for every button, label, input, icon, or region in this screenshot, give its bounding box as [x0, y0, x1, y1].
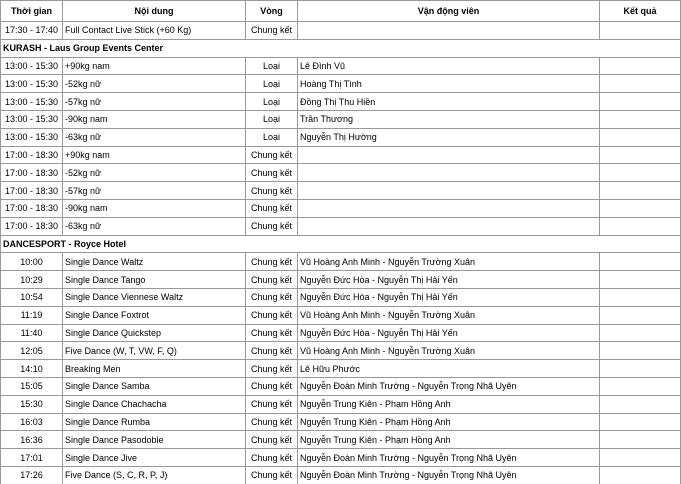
time-cell: 13:00 - 15:30 [1, 57, 63, 75]
table-row [1, 395, 681, 413]
athletes-cell: Hoàng Thị Tình [298, 75, 600, 93]
athletes-cell: Vũ Hoàng Anh Minh - Nguyễn Trường Xuân [298, 253, 600, 271]
time-cell: 17:26 [1, 466, 63, 484]
time-cell: 17:00 - 18:30 [1, 182, 63, 200]
header-event: Nội dung [63, 1, 246, 22]
time-cell: 17:00 - 18:30 [1, 217, 63, 235]
time-cell: 17:01 [1, 449, 63, 467]
athletes-cell: Nguyễn Trung Kiên - Phạm Hồng Anh [298, 413, 600, 431]
time-cell: 10:00 [1, 253, 63, 271]
athletes-cell: Nguyễn Đức Hòa - Nguyễn Thị Hải Yến [298, 271, 600, 289]
result-cell [600, 342, 681, 360]
athletes-cell: Lê Đình Vũ [298, 57, 600, 75]
time-cell: 11:19 [1, 306, 63, 324]
round-cell: Loại [246, 128, 298, 146]
table-row [1, 93, 681, 111]
table-row [1, 271, 681, 289]
round-cell: Chung kết [246, 199, 298, 217]
event-cell: +90kg nam [63, 57, 246, 75]
athletes-cell: Nguyễn Thị Hường [298, 128, 600, 146]
result-cell [600, 271, 681, 289]
athletes-cell [298, 199, 600, 217]
athletes-cell: Nguyễn Trung Kiên - Phạm Hồng Anh [298, 431, 600, 449]
round-cell: Chung kết [246, 431, 298, 449]
result-cell [600, 395, 681, 413]
result-cell [600, 324, 681, 342]
section-title: DANCESPORT - Royce Hotel [1, 235, 681, 253]
time-cell: 13:00 - 15:30 [1, 93, 63, 111]
round-cell: Chung kết [246, 306, 298, 324]
round-cell: Chung kết [246, 146, 298, 164]
result-cell [600, 128, 681, 146]
event-cell: Single Dance Chachacha [63, 395, 246, 413]
time-cell: 17:00 - 18:30 [1, 164, 63, 182]
result-cell [600, 431, 681, 449]
round-cell: Loại [246, 75, 298, 93]
round-cell: Chung kết [246, 22, 298, 40]
table-row [1, 217, 681, 235]
round-cell: Chung kết [246, 324, 298, 342]
result-cell [600, 164, 681, 182]
athletes-cell: Trần Thương [298, 110, 600, 128]
result-cell [600, 75, 681, 93]
header-row [1, 1, 681, 22]
event-cell: Single Dance Viennese Waltz [63, 288, 246, 306]
athletes-cell [298, 146, 600, 164]
event-cell: -57kg nữ [63, 93, 246, 111]
table-row [1, 110, 681, 128]
header-result: Kết quả [600, 1, 681, 22]
event-cell: Single Dance Tango [63, 271, 246, 289]
event-cell: Single Dance Rumba [63, 413, 246, 431]
result-cell [600, 146, 681, 164]
time-cell: 15:30 [1, 395, 63, 413]
table-row [1, 431, 681, 449]
table-row [1, 57, 681, 75]
time-cell: 16:36 [1, 431, 63, 449]
event-cell: -90kg nam [63, 110, 246, 128]
time-cell: 13:00 - 15:30 [1, 128, 63, 146]
result-cell [600, 57, 681, 75]
header-round: Vòng [246, 1, 298, 22]
result-cell [600, 22, 681, 40]
event-cell: Breaking Men [63, 360, 246, 378]
table-row [1, 22, 681, 40]
result-cell [600, 413, 681, 431]
time-cell: 12:05 [1, 342, 63, 360]
time-cell: 17:00 - 18:30 [1, 146, 63, 164]
event-cell: Single Dance Samba [63, 377, 246, 395]
event-cell: -90kg nam [63, 199, 246, 217]
table-row [1, 413, 681, 431]
section-title: KURASH - Laus Group Events Center [1, 39, 681, 57]
schedule-body [1, 22, 681, 484]
time-cell: 14:10 [1, 360, 63, 378]
round-cell: Chung kết [246, 164, 298, 182]
time-cell: 17:00 - 18:30 [1, 199, 63, 217]
table-row [1, 182, 681, 200]
athletes-cell [298, 217, 600, 235]
result-cell [600, 466, 681, 484]
athletes-cell [298, 22, 600, 40]
time-cell: 13:00 - 15:30 [1, 110, 63, 128]
result-cell [600, 306, 681, 324]
round-cell: Chung kết [246, 288, 298, 306]
result-cell [600, 360, 681, 378]
round-cell: Loại [246, 110, 298, 128]
round-cell: Loại [246, 93, 298, 111]
section-row [1, 39, 681, 57]
round-cell: Loại [246, 57, 298, 75]
event-cell: Single Dance Pasodoble [63, 431, 246, 449]
result-cell [600, 217, 681, 235]
event-cell: Single Dance Quickstep [63, 324, 246, 342]
table-row [1, 199, 681, 217]
table-row [1, 377, 681, 395]
athletes-cell: Nguyễn Đức Hòa - Nguyễn Thị Hải Yến [298, 288, 600, 306]
round-cell: Chung kết [246, 342, 298, 360]
table-row [1, 324, 681, 342]
table-row [1, 360, 681, 378]
time-cell: 15:05 [1, 377, 63, 395]
round-cell: Chung kết [246, 413, 298, 431]
event-cell: Full Contact Live Stick (+60 Kg) [63, 22, 246, 40]
event-cell: -63kg nữ [63, 217, 246, 235]
round-cell: Chung kết [246, 466, 298, 484]
table-row [1, 449, 681, 467]
table-row [1, 342, 681, 360]
result-cell [600, 199, 681, 217]
round-cell: Chung kết [246, 253, 298, 271]
header-time: Thời gian [1, 1, 63, 22]
athletes-cell: Đồng Thị Thu Hiền [298, 93, 600, 111]
round-cell: Chung kết [246, 395, 298, 413]
time-cell: 13:00 - 15:30 [1, 75, 63, 93]
result-cell [600, 288, 681, 306]
result-cell [600, 253, 681, 271]
event-cell: Single Dance Foxtrot [63, 306, 246, 324]
event-cell: -52kg nữ [63, 75, 246, 93]
event-cell: +90kg nam [63, 146, 246, 164]
table-row [1, 466, 681, 484]
event-cell: Five Dance (S, C, R, P, J) [63, 466, 246, 484]
section-row [1, 235, 681, 253]
table-row [1, 253, 681, 271]
athletes-cell: Vũ Hoàng Anh Minh - Nguyễn Trường Xuân [298, 306, 600, 324]
event-cell: -57kg nữ [63, 182, 246, 200]
table-row [1, 146, 681, 164]
athletes-cell [298, 164, 600, 182]
result-cell [600, 182, 681, 200]
table-row [1, 288, 681, 306]
event-cell: -63kg nữ [63, 128, 246, 146]
header-athletes: Vận động viên [298, 1, 600, 22]
table-row [1, 306, 681, 324]
event-cell: Single Dance Waltz [63, 253, 246, 271]
event-cell: Five Dance (W, T, VW, F, Q) [63, 342, 246, 360]
round-cell: Chung kết [246, 360, 298, 378]
athletes-cell: Lê Hữu Phước [298, 360, 600, 378]
event-cell: -52kg nữ [63, 164, 246, 182]
table-row [1, 164, 681, 182]
time-cell: 10:54 [1, 288, 63, 306]
time-cell: 17:30 - 17:40 [1, 22, 63, 40]
round-cell: Chung kết [246, 449, 298, 467]
result-cell [600, 93, 681, 111]
athletes-cell [298, 182, 600, 200]
athletes-cell: Nguyễn Đoàn Minh Trường - Nguyễn Trọng Nhã Uyên [298, 377, 600, 395]
time-cell: 16:03 [1, 413, 63, 431]
event-cell: Single Dance Jive [63, 449, 246, 467]
table-row [1, 75, 681, 93]
athletes-cell: Vũ Hoàng Anh Minh - Nguyễn Trường Xuân [298, 342, 600, 360]
time-cell: 11:40 [1, 324, 63, 342]
result-cell [600, 449, 681, 467]
athletes-cell: Nguyễn Đoàn Minh Trường - Nguyễn Trọng Nhã Uyên [298, 466, 600, 484]
table-row [1, 128, 681, 146]
round-cell: Chung kết [246, 217, 298, 235]
time-cell: 10:29 [1, 271, 63, 289]
athletes-cell: Nguyễn Đức Hòa - Nguyễn Thị Hải Yến [298, 324, 600, 342]
result-cell [600, 377, 681, 395]
athletes-cell: Nguyễn Trung Kiên - Phạm Hồng Anh [298, 395, 600, 413]
round-cell: Chung kết [246, 182, 298, 200]
athletes-cell: Nguyễn Đoàn Minh Trường - Nguyễn Trọng Nhã Uyên [298, 449, 600, 467]
round-cell: Chung kết [246, 377, 298, 395]
result-cell [600, 110, 681, 128]
round-cell: Chung kết [246, 271, 298, 289]
